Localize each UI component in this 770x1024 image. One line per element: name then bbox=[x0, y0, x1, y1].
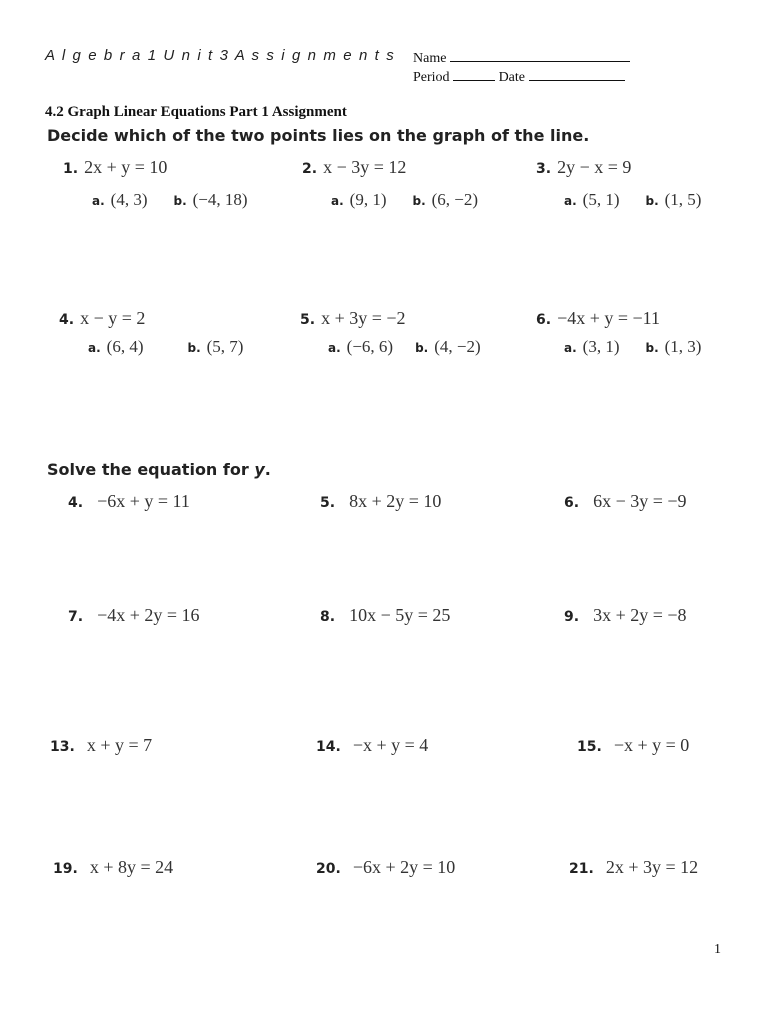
option-letter: a. bbox=[564, 194, 577, 208]
problem-number: 3. bbox=[536, 161, 552, 177]
problem-number: 8. bbox=[320, 609, 336, 625]
section2-heading-var: y bbox=[254, 460, 265, 479]
solve-problem-21 bbox=[569, 857, 698, 878]
option-point: (5, 1) bbox=[582, 190, 620, 209]
option-b bbox=[187, 337, 243, 357]
name-label: Name bbox=[413, 51, 447, 66]
option-point: (3, 1) bbox=[582, 337, 620, 356]
point-problem-2 bbox=[302, 157, 406, 178]
problem-number: 5. bbox=[320, 495, 336, 511]
point-options-3 bbox=[564, 190, 701, 210]
section2-heading-suffix: . bbox=[264, 460, 271, 479]
problem-number: 2. bbox=[302, 161, 318, 177]
problem-equation: −4x + y = −11 bbox=[557, 308, 660, 328]
name-line bbox=[413, 49, 630, 67]
option-point: (−4, 18) bbox=[192, 190, 248, 209]
solve-problem-15 bbox=[577, 735, 689, 756]
point-problem-5 bbox=[300, 308, 406, 329]
problem-equation: x + y = 7 bbox=[86, 735, 153, 755]
problem-equation: −4x + 2y = 16 bbox=[97, 605, 200, 625]
option-point: (6, 4) bbox=[106, 337, 144, 356]
period-blank bbox=[453, 68, 495, 81]
option-point: (6, −2) bbox=[431, 190, 479, 209]
option-a bbox=[331, 190, 386, 210]
problem-number: 14. bbox=[316, 739, 341, 755]
problem-equation: x − y = 2 bbox=[80, 308, 146, 328]
option-letter: b. bbox=[173, 194, 187, 208]
problem-number: 5. bbox=[300, 312, 316, 328]
section2-heading-prefix: Solve the equation for bbox=[47, 460, 255, 479]
option-letter: b. bbox=[645, 341, 659, 355]
section1-heading: Decide which of the two points lies on the graph of the line. bbox=[47, 126, 590, 145]
problem-equation: −x + y = 4 bbox=[352, 735, 429, 755]
point-options-2 bbox=[331, 190, 478, 210]
point-problem-4 bbox=[59, 308, 145, 329]
option-b bbox=[415, 337, 481, 357]
option-letter: a. bbox=[88, 341, 101, 355]
option-a bbox=[564, 190, 619, 210]
option-point: (9, 1) bbox=[349, 190, 387, 209]
problem-equation: x + 8y = 24 bbox=[89, 857, 174, 877]
option-point: (5, 7) bbox=[206, 337, 244, 356]
section2-heading bbox=[47, 460, 271, 479]
option-letter: a. bbox=[92, 194, 105, 208]
problem-number: 19. bbox=[53, 861, 78, 877]
problem-number: 4. bbox=[68, 495, 84, 511]
problem-equation: −x + y = 0 bbox=[613, 735, 690, 755]
problem-number: 1. bbox=[63, 161, 79, 177]
problem-number: 21. bbox=[569, 861, 594, 877]
option-letter: a. bbox=[331, 194, 344, 208]
solve-problem-9 bbox=[564, 605, 687, 626]
point-problem-3 bbox=[536, 157, 631, 178]
option-letter: a. bbox=[328, 341, 341, 355]
option-point: (1, 5) bbox=[664, 190, 702, 209]
option-a bbox=[564, 337, 619, 357]
point-options-4 bbox=[88, 337, 243, 357]
point-problem-6 bbox=[536, 308, 660, 329]
solve-problem-19 bbox=[53, 857, 173, 878]
problem-equation: 3x + 2y = −8 bbox=[593, 605, 687, 625]
problem-number: 9. bbox=[564, 609, 580, 625]
solve-problem-14 bbox=[316, 735, 428, 756]
point-problem-1 bbox=[63, 157, 167, 178]
problem-equation: x + 3y = −2 bbox=[321, 308, 406, 328]
point-options-1 bbox=[92, 190, 248, 210]
problem-equation: 2x + y = 10 bbox=[84, 157, 168, 177]
option-letter: b. bbox=[415, 341, 429, 355]
solve-problem-20 bbox=[316, 857, 455, 878]
option-b bbox=[173, 190, 247, 210]
problem-number: 6. bbox=[564, 495, 580, 511]
option-a bbox=[88, 337, 143, 357]
problem-number: 13. bbox=[50, 739, 75, 755]
problem-equation: x − 3y = 12 bbox=[323, 157, 407, 177]
solve-problem-13 bbox=[50, 735, 152, 756]
option-letter: b. bbox=[187, 341, 201, 355]
option-point: (1, 3) bbox=[664, 337, 702, 356]
problem-equation: 6x − 3y = −9 bbox=[593, 491, 687, 511]
option-letter: b. bbox=[412, 194, 426, 208]
solve-problem-5 bbox=[320, 491, 441, 512]
solve-problem-7 bbox=[68, 605, 200, 626]
solve-problem-6 bbox=[564, 491, 687, 512]
problem-equation: −6x + y = 11 bbox=[97, 491, 190, 511]
problem-equation: −6x + 2y = 10 bbox=[352, 857, 456, 877]
option-b bbox=[412, 190, 478, 210]
option-point: (−6, 6) bbox=[346, 337, 394, 356]
option-b bbox=[645, 337, 701, 357]
problem-number: 4. bbox=[59, 312, 75, 328]
solve-problem-4 bbox=[68, 491, 190, 512]
point-options-5 bbox=[328, 337, 481, 357]
problem-equation: 10x − 5y = 25 bbox=[349, 605, 451, 625]
period-label: Period bbox=[413, 70, 450, 85]
course-title: A l g e b r a 1 U n i t 3 A s s i g n m e n t s bbox=[45, 47, 396, 64]
problem-number: 15. bbox=[577, 739, 602, 755]
solve-problem-8 bbox=[320, 605, 450, 626]
option-letter: b. bbox=[645, 194, 659, 208]
date-blank bbox=[529, 68, 625, 81]
option-a bbox=[328, 337, 393, 357]
problem-number: 20. bbox=[316, 861, 341, 877]
problem-number: 6. bbox=[536, 312, 552, 328]
option-point: (4, 3) bbox=[110, 190, 148, 209]
point-options-6 bbox=[564, 337, 701, 357]
problem-number: 7. bbox=[68, 609, 84, 625]
name-blank bbox=[450, 49, 630, 62]
problem-equation: 2y − x = 9 bbox=[557, 157, 632, 177]
date-label: Date bbox=[498, 70, 525, 85]
option-b bbox=[645, 190, 701, 210]
assignment-title: 4.2 Graph Linear Equations Part 1 Assignment bbox=[45, 104, 347, 120]
problem-equation: 8x + 2y = 10 bbox=[349, 491, 442, 511]
option-a bbox=[92, 190, 147, 210]
problem-equation: 2x + 3y = 12 bbox=[605, 857, 699, 877]
option-point: (4, −2) bbox=[434, 337, 481, 356]
period-date-line bbox=[413, 68, 625, 86]
option-letter: a. bbox=[564, 341, 577, 355]
page-number: 1 bbox=[714, 942, 721, 957]
